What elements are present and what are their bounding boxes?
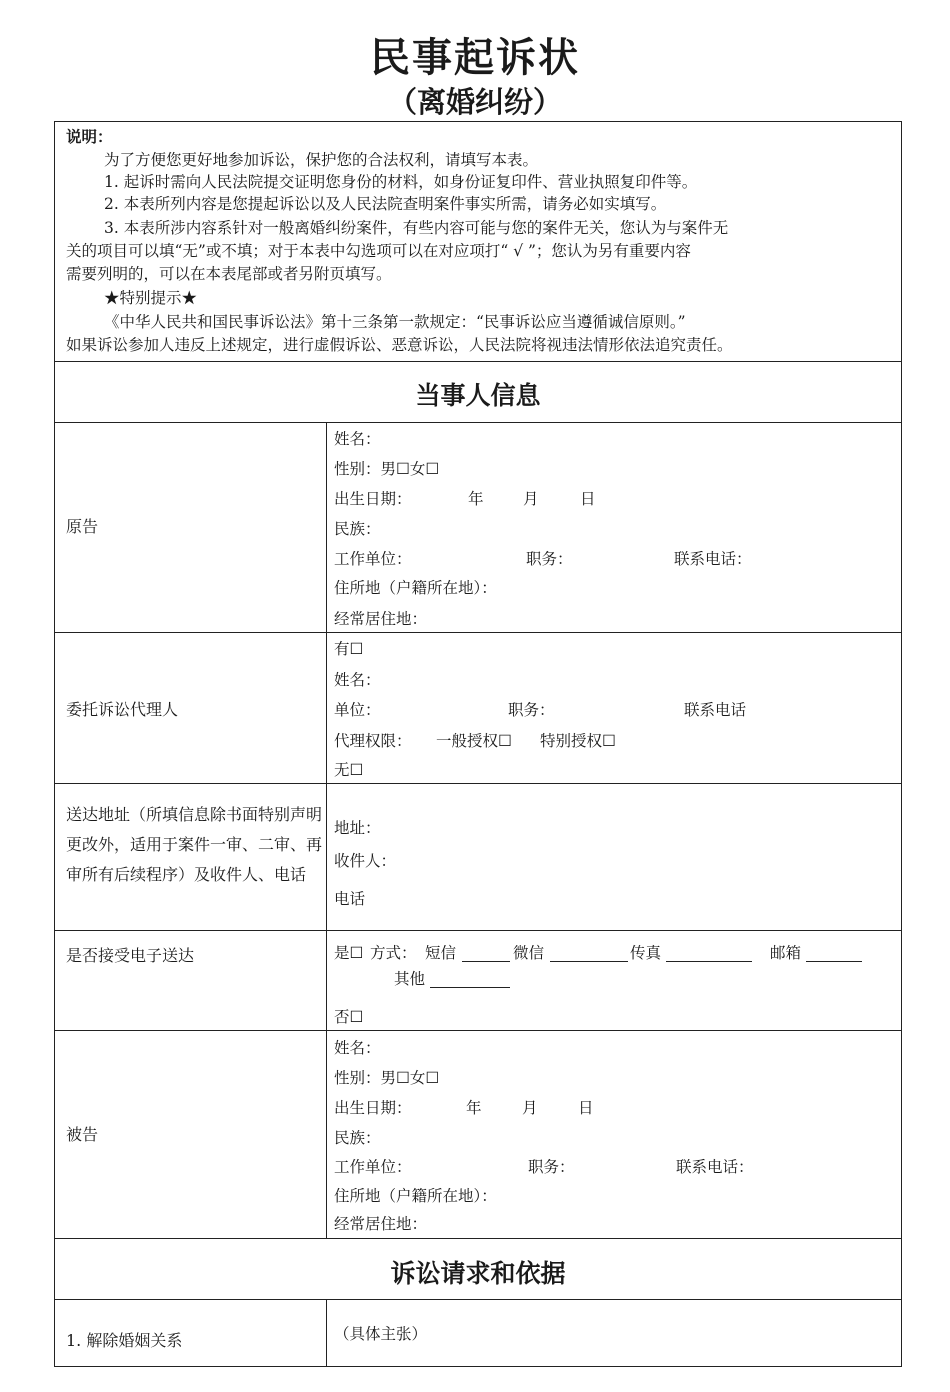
notes-item-2: 2. 本表所列内容是您提起诉讼以及人民法院查明案件事实所需，请务必如实填写。 <box>104 195 667 213</box>
agent-unit-field[interactable]: 单位： <box>334 701 381 719</box>
agent-has-checkbox[interactable]: 有☐ <box>334 640 364 658</box>
plaintiff-birth-field[interactable]: 出生日期： <box>334 490 412 508</box>
electronic-no-checkbox[interactable]: 否☐ <box>334 1008 364 1026</box>
sms-label: 短信 <box>425 944 457 962</box>
notes-item-3-cont: 关的项目可以填“无”或不填；对于本表中勾选项可以在对应项打“ √ ”；您认为另有重要内容 <box>66 242 691 260</box>
defendant-position-field[interactable]: 职务： <box>528 1158 575 1176</box>
special-notice-text: 如果诉讼参加人违反上述规定，进行虚假诉讼、恶意诉讼，人民法院将视违法情形依法追究责任。 <box>66 336 733 354</box>
wechat-input[interactable] <box>550 945 628 962</box>
divider <box>54 930 902 931</box>
agent-position-field[interactable]: 职务： <box>508 701 555 719</box>
divider <box>54 422 902 423</box>
electronic-service-label: 是否接受电子送达 <box>66 946 195 965</box>
section-title-claims: 诉讼请求和依据 <box>390 1259 566 1288</box>
divider <box>54 361 902 362</box>
section-title-parties: 当事人信息 <box>415 381 541 410</box>
divider <box>54 1238 902 1239</box>
divider <box>54 1299 902 1300</box>
service-recipient-field[interactable]: 收件人： <box>334 852 397 870</box>
fax-input[interactable] <box>666 945 752 962</box>
plaintiff-ethnicity-field[interactable]: 民族： <box>334 520 381 538</box>
defendant-birth-field[interactable]: 出生日期： <box>334 1099 412 1117</box>
agent-name-field[interactable]: 姓名： <box>334 671 381 689</box>
document-title: 民事起诉状 <box>370 35 580 81</box>
notes-item-3-cont: 需要列明的，可以在本表尾部或者另附页填写。 <box>66 265 392 283</box>
sms-input[interactable] <box>462 945 510 962</box>
plaintiff-domicile-field[interactable]: 住所地（户籍所在地）： <box>334 579 497 597</box>
agent-special-authority-checkbox[interactable]: 特别授权☐ <box>540 732 616 750</box>
claim-item-1-detail[interactable]: （具体主张） <box>334 1325 428 1343</box>
agent-phone-field[interactable]: 联系电话 <box>684 701 747 719</box>
defendant-birth-day: 日 <box>578 1099 594 1117</box>
plaintiff-birth-month: 月 <box>523 490 539 508</box>
defendant-domicile-field[interactable]: 住所地（户籍所在地）： <box>334 1187 497 1205</box>
defendant-gender-field[interactable]: 性别：男☐女☐ <box>334 1069 440 1087</box>
divider <box>54 783 902 784</box>
plaintiff-position-field[interactable]: 职务： <box>526 550 573 568</box>
defendant-residence-field[interactable]: 经常居住地： <box>334 1215 428 1233</box>
fax-label: 传真 <box>630 944 662 962</box>
defendant-label: 被告 <box>66 1125 99 1144</box>
wechat-label: 微信 <box>513 944 545 962</box>
electronic-method-label: 方式： <box>370 944 417 962</box>
agent-none-checkbox[interactable]: 无☐ <box>334 761 364 779</box>
agent-label: 委托诉讼代理人 <box>66 700 179 719</box>
notes-item-1: 1. 起诉时需向人民法院提交证明您身份的材料，如身份证复印件、营业执照复印件等。 <box>104 173 698 191</box>
claim-item-1-label: 1. 解除婚姻关系 <box>66 1331 183 1350</box>
service-phone-field[interactable]: 电话 <box>334 890 366 908</box>
other-label: 其他 <box>394 970 426 988</box>
plaintiff-residence-field[interactable]: 经常居住地： <box>334 610 428 628</box>
email-label: 邮箱 <box>770 944 802 962</box>
plaintiff-birth-day: 日 <box>580 490 596 508</box>
email-input[interactable] <box>806 945 862 962</box>
defendant-birth-year: 年 <box>466 1099 482 1117</box>
divider <box>54 632 902 633</box>
agent-general-authority-checkbox[interactable]: 一般授权☐ <box>436 732 512 750</box>
other-input[interactable] <box>430 971 510 988</box>
notes-heading: 说明： <box>66 127 113 146</box>
notes-intro: 为了方便您更好地参加诉讼，保护您的合法权利，请填写本表。 <box>104 151 539 169</box>
plaintiff-phone-field[interactable]: 联系电话： <box>674 550 752 568</box>
special-notice-text: 《中华人民共和国民事诉讼法》第十三条第一款规定：“民事诉讼应当遵循诚信原则。” <box>104 313 686 331</box>
divider <box>54 1030 902 1031</box>
defendant-name-field[interactable]: 姓名： <box>334 1039 381 1057</box>
document-subtitle: （离婚纠纷） <box>387 85 562 119</box>
service-address-label: 送达地址（所填信息除书面特别声明更改外，适用于案件一审、二审、再审所有后续程序）及收件人、电话 <box>66 805 323 884</box>
defendant-ethnicity-field[interactable]: 民族： <box>334 1129 381 1147</box>
column-divider <box>326 422 327 1238</box>
service-address-field[interactable]: 地址： <box>334 819 381 837</box>
special-notice-heading: ★特别提示★ <box>104 289 198 307</box>
defendant-phone-field[interactable]: 联系电话： <box>676 1158 754 1176</box>
electronic-yes-checkbox[interactable]: 是☐ <box>334 944 364 962</box>
defendant-workplace-field[interactable]: 工作单位： <box>334 1158 412 1176</box>
plaintiff-gender-field[interactable]: 性别：男☐女☐ <box>334 460 440 478</box>
plaintiff-workplace-field[interactable]: 工作单位： <box>334 550 412 568</box>
plaintiff-birth-year: 年 <box>468 490 484 508</box>
plaintiff-name-field[interactable]: 姓名： <box>334 430 381 448</box>
plaintiff-label: 原告 <box>66 517 99 536</box>
agent-authority-label: 代理权限： <box>334 732 412 750</box>
column-divider <box>326 1299 327 1367</box>
notes-item-3: 3. 本表所涉内容系针对一般离婚纠纷案件，有些内容可能与您的案件无关，您认为与案件无 <box>104 219 729 237</box>
defendant-birth-month: 月 <box>522 1099 538 1117</box>
